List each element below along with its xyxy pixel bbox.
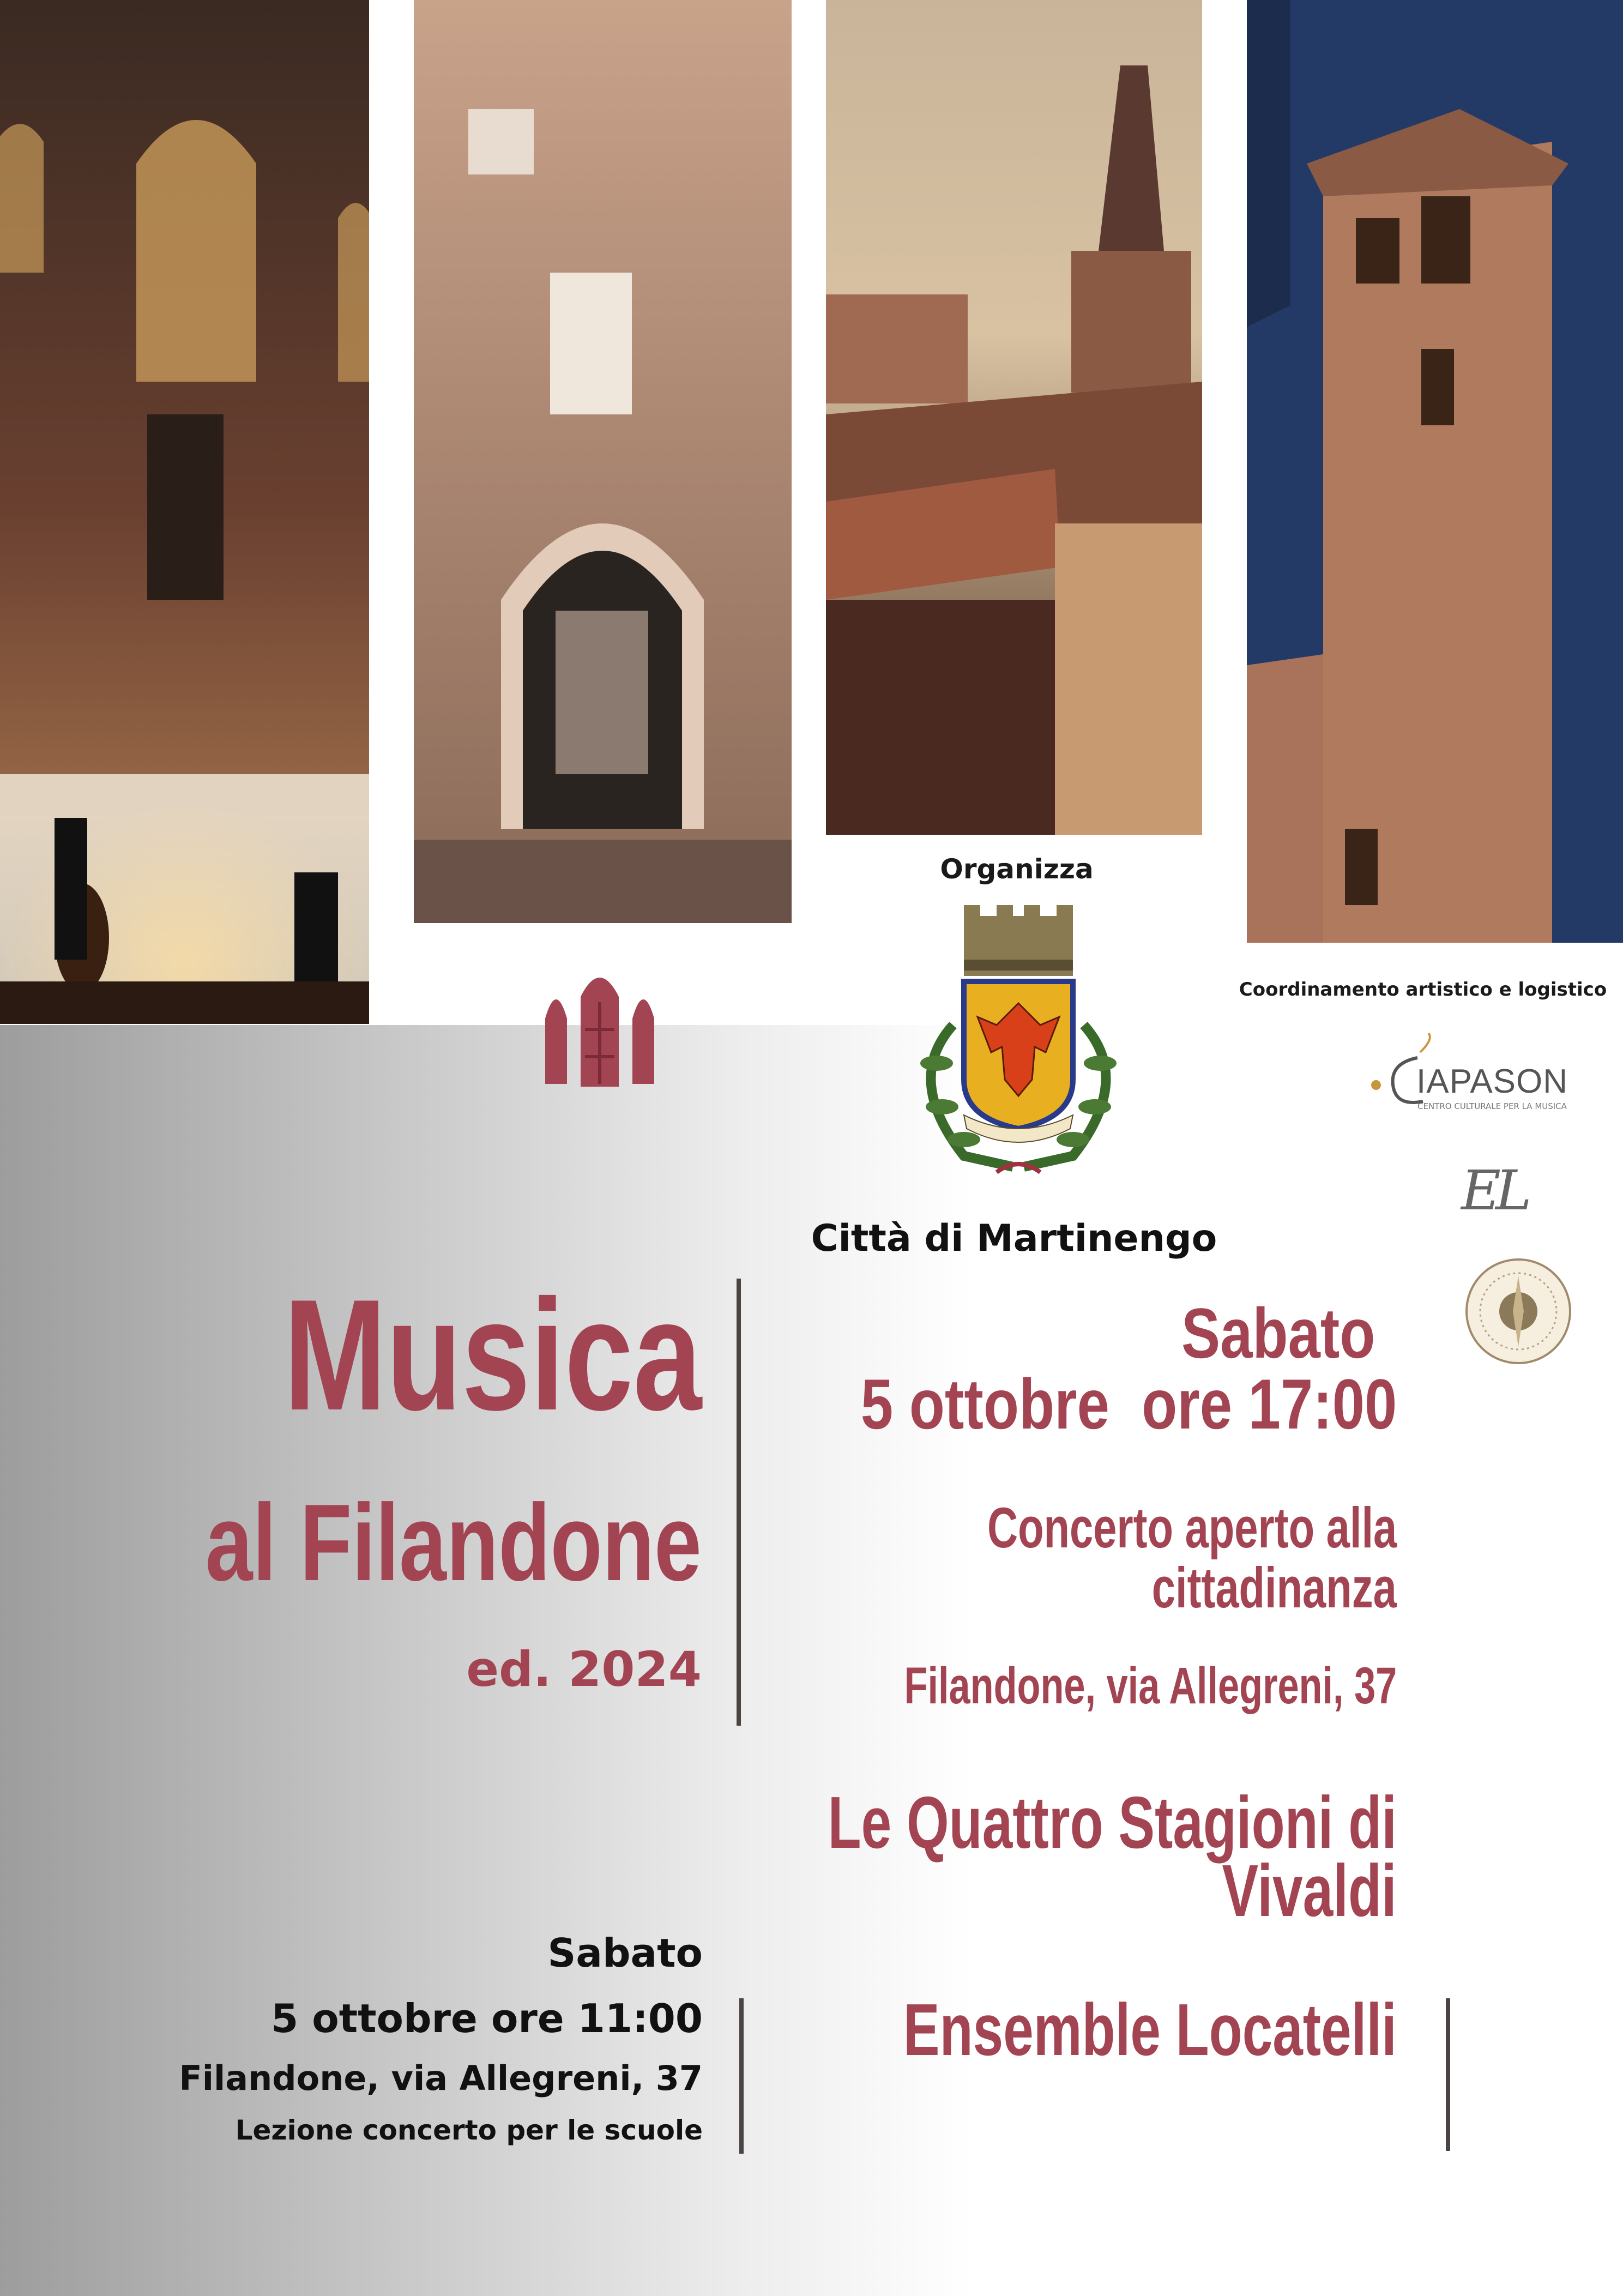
- diapason-subtitle: CENTRO CULTURALE PER LA MUSICA: [1417, 1101, 1567, 1111]
- evening-venue: Filandone, via Allegreni, 37: [904, 1657, 1397, 1715]
- seal-logo: [1461, 1254, 1576, 1369]
- evening-date-time: 5 ottobre ore 17:00: [860, 1364, 1397, 1444]
- ensemble-divider: [1446, 1998, 1450, 2151]
- evening-description-line-2: cittadinanza: [1151, 1556, 1397, 1620]
- brick-tower-photo: [1247, 0, 1623, 943]
- program-line-2: Vivaldi: [1222, 1849, 1397, 1932]
- edition-label: ed. 2024: [466, 1641, 702, 1697]
- morning-description: Lezione concerto per le scuole: [235, 2114, 703, 2146]
- rooftops-bell-tower-photo: [826, 0, 1202, 835]
- diapason-name: IAPASON: [1416, 1063, 1568, 1100]
- gothic-windows-icon: [542, 969, 657, 1089]
- martinengo-coat-of-arms: [888, 900, 1149, 1189]
- el-monogram-text: EL: [1461, 1159, 1527, 1222]
- ensemble-name: Ensemble Locatelli: [903, 1988, 1397, 2071]
- diapason-logo: [1368, 1031, 1581, 1123]
- el-monogram-logo: [1461, 1159, 1570, 1224]
- coordination-label: Coordinamento artistico e logistico: [1239, 979, 1607, 1001]
- organizer-label: Organizza: [940, 853, 1094, 885]
- title-divider: [737, 1279, 741, 1726]
- morning-divider: [739, 1998, 744, 2154]
- morning-venue: Filandone, via Allegreni, 37: [179, 2058, 703, 2098]
- evening-day: Sabato: [1181, 1293, 1375, 1373]
- morning-day: Sabato: [547, 1930, 703, 1976]
- title-line-1: Musica: [283, 1267, 702, 1443]
- city-name: Città di Martinengo: [811, 1217, 1217, 1260]
- title-line-2: al Filandone: [205, 1482, 702, 1604]
- evening-description-line-1: Concerto aperto alla: [987, 1496, 1397, 1560]
- palazzo-gateway-photo: [414, 0, 792, 923]
- program-line-1: Le Quattro Stagioni di: [828, 1781, 1397, 1864]
- church-concert-photo: [0, 0, 369, 1024]
- morning-date-time: 5 ottobre ore 11:00: [271, 1996, 703, 2041]
